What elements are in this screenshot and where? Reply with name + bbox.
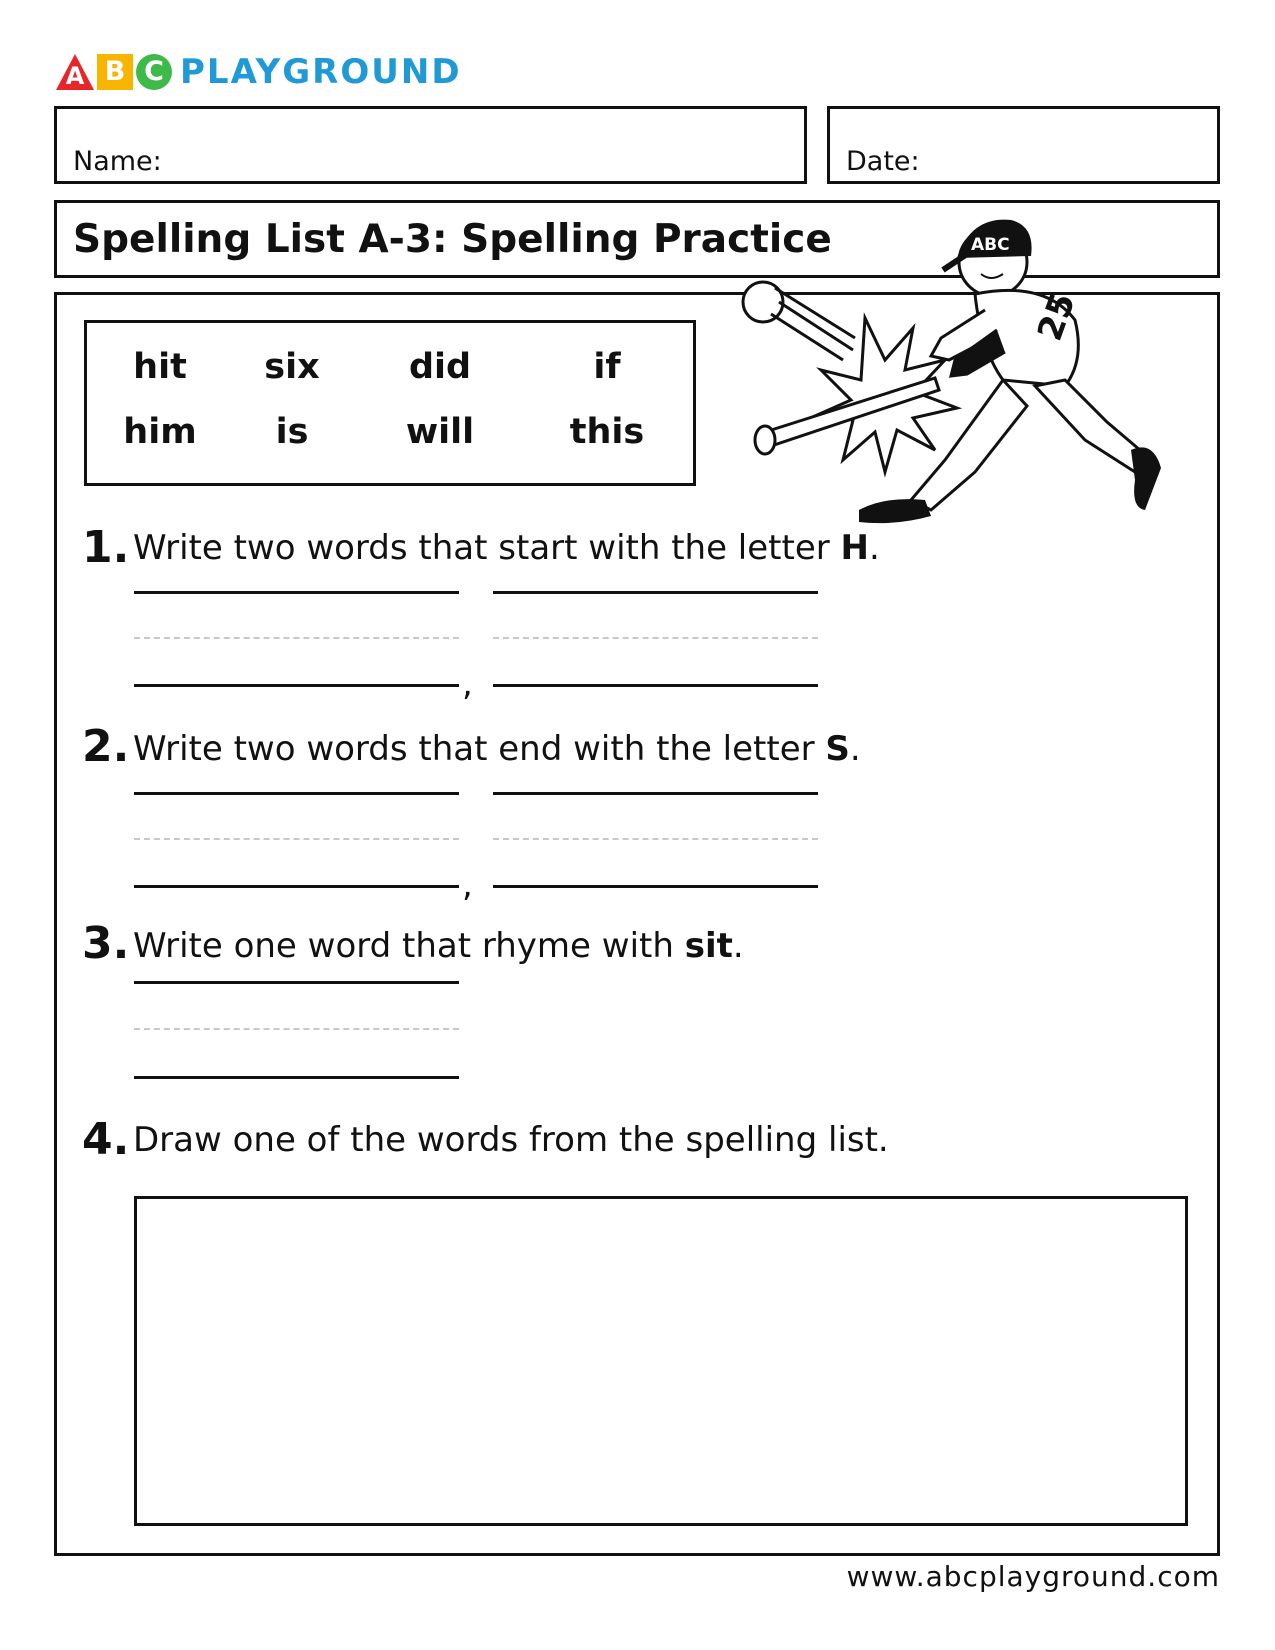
jersey-number: 25 — [1029, 287, 1084, 346]
logo-letter-c — [136, 54, 172, 90]
page-title: Spelling List A-3: Spelling Practice — [73, 217, 832, 262]
question-1-period: . — [869, 528, 880, 568]
word-bank — [84, 320, 696, 486]
name-field[interactable] — [54, 106, 807, 184]
word-bank-item: if — [593, 347, 621, 387]
question-1-prompt: Write two words that start with the letter — [133, 528, 841, 568]
word-bank-item: him — [123, 412, 197, 452]
question-3-text — [133, 926, 744, 966]
writing-line-top — [134, 792, 459, 795]
comma-separator: , — [462, 664, 473, 704]
logo-b-text: B — [104, 56, 126, 87]
question-2-prompt: Write two words that end with the letter — [133, 729, 826, 769]
logo-letter-b — [97, 54, 133, 90]
drawing-area[interactable] — [134, 1196, 1188, 1526]
question-1-number: 1. — [82, 522, 130, 573]
logo-a-text: A — [65, 62, 85, 90]
question-4-number: 4. — [82, 1114, 130, 1165]
writing-line-top — [493, 792, 818, 795]
footer-url[interactable]: www.abcplayground.com — [846, 1560, 1220, 1593]
writing-line-mid — [134, 637, 459, 639]
logo-wordmark: PLAYGROUND — [180, 52, 462, 92]
date-label: Date: — [846, 146, 920, 177]
writing-line-base[interactable] — [134, 684, 459, 687]
question-3-prompt: Write one word that rhyme with — [133, 926, 685, 966]
word-bank-item: is — [275, 412, 309, 452]
question-3-emphasis: sit — [684, 926, 733, 966]
writing-line-mid — [493, 838, 818, 840]
writing-line-mid — [134, 838, 459, 840]
question-1-emphasis: H — [840, 528, 870, 568]
baseball-batter-icon — [735, 210, 1215, 555]
logo-letter-a — [55, 53, 95, 91]
question-2-text — [133, 729, 861, 769]
writing-line-base[interactable] — [134, 885, 459, 888]
question-1-text — [133, 528, 880, 568]
word-bank-item: six — [264, 347, 320, 387]
word-bank-item: this — [569, 412, 645, 452]
word-bank-item: will — [405, 412, 475, 452]
writing-line-base[interactable] — [134, 1076, 459, 1079]
word-bank-item: hit — [133, 347, 187, 387]
question-4-text: Draw one of the words from the spelling list. — [133, 1120, 889, 1160]
cap-text: ABC — [971, 235, 1010, 255]
writing-line-top — [134, 981, 459, 984]
question-3-number: 3. — [82, 918, 130, 969]
brand-logo — [55, 52, 462, 92]
writing-line-mid — [493, 637, 818, 639]
word-bank-item: did — [408, 347, 472, 387]
writing-line-base[interactable] — [493, 885, 818, 888]
date-field[interactable] — [827, 106, 1220, 184]
writing-line-top — [493, 591, 818, 594]
question-2-emphasis: S — [825, 729, 850, 769]
question-3-period: . — [732, 926, 744, 966]
question-2-number: 2. — [82, 721, 130, 772]
writing-line-top — [134, 591, 459, 594]
writing-line-base[interactable] — [493, 684, 818, 687]
question-2-period: . — [849, 729, 861, 769]
writing-line-mid — [134, 1028, 459, 1030]
name-label: Name: — [73, 146, 162, 177]
comma-separator: , — [462, 865, 473, 905]
logo-c-text: C — [144, 56, 164, 87]
